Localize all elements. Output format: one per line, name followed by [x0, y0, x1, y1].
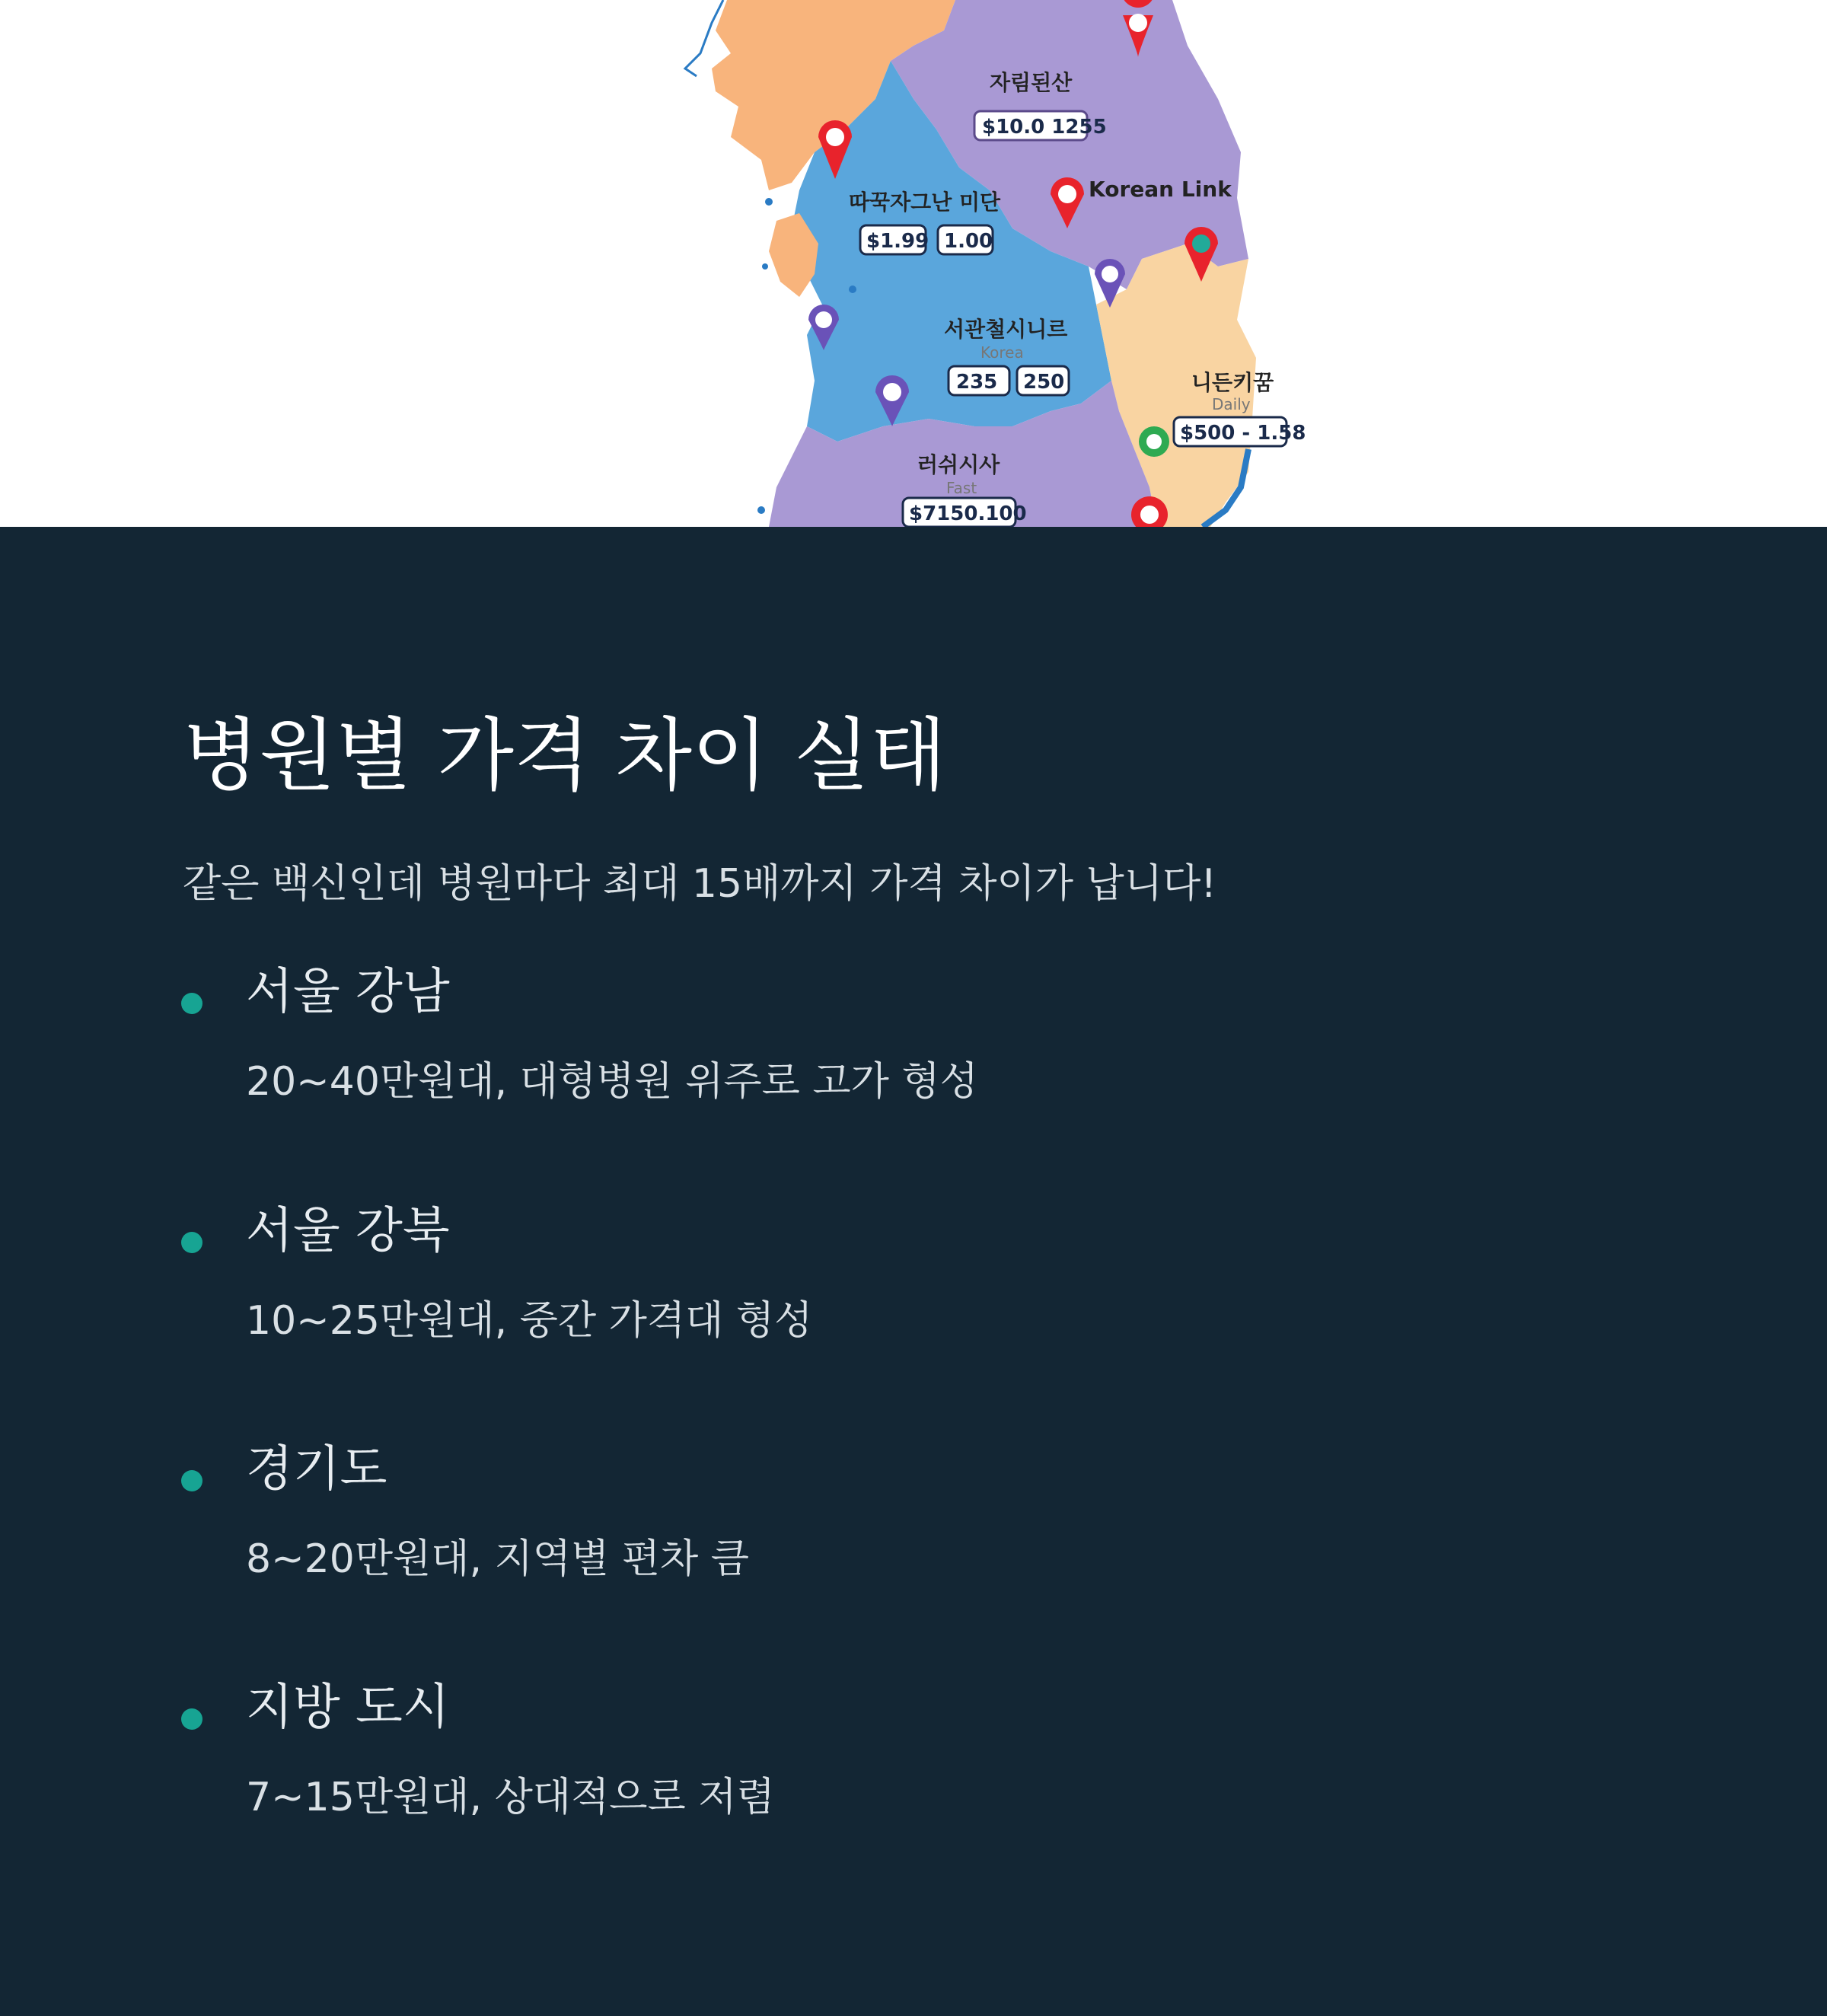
map-sub-5: Daily	[1212, 395, 1251, 413]
item-description: 10~25만원대, 중간 가격대 형성	[246, 1298, 813, 1344]
map-price-5: $500 - 1.58	[1180, 422, 1306, 445]
map-price-4a: 235	[956, 371, 998, 394]
item-title: 서울 강남	[246, 964, 450, 1020]
map-price-3b: 1.00	[944, 230, 993, 253]
map-price-6: $7150.100	[909, 502, 1027, 525]
bullet-icon	[181, 1232, 202, 1253]
map-image	[0, 0, 1827, 527]
item-description: 7~15만원대, 상대적으로 저렴	[246, 1775, 775, 1820]
item-description: 20~40만원대, 대형병원 위주로 고가 형성	[246, 1059, 978, 1105]
map-label-1: 자림된산	[990, 70, 1073, 95]
item-description: 8~20만원대, 지역별 편차 큼	[246, 1536, 750, 1582]
map-sub-4: Korea	[980, 343, 1024, 362]
bullet-icon	[181, 1470, 202, 1491]
item-title: 지방 도시	[246, 1679, 450, 1736]
item-title: 서울 강북	[246, 1203, 450, 1259]
korea-price-map	[0, 0, 1827, 527]
map-price-3a: $1.99	[866, 230, 929, 253]
page-subtitle: 같은 백신인데 병원마다 최대 15배까지 가격 차이가 납니다!	[183, 861, 1217, 907]
page-title: 병원별 가격 차이 실태	[183, 709, 947, 802]
map-label-6: 러쉬시사	[917, 452, 1000, 477]
map-label-3: 따꾹자그난 미단	[849, 190, 1001, 215]
map-pin-green	[1139, 426, 1169, 457]
bullet-icon	[181, 1708, 202, 1730]
map-sub-6: Fast	[946, 479, 977, 497]
price-info-section	[0, 527, 1827, 2016]
item-title: 경기도	[246, 1441, 387, 1498]
map-label-2: Korean Link	[1089, 177, 1232, 202]
map-price-1: $10.0 1255	[982, 116, 1107, 139]
bullet-icon	[181, 993, 202, 1014]
map-label-4: 서관철시니르	[944, 317, 1068, 342]
map-label-5: 니든키꿈	[1191, 370, 1274, 395]
map-price-4b: 250	[1023, 371, 1065, 394]
